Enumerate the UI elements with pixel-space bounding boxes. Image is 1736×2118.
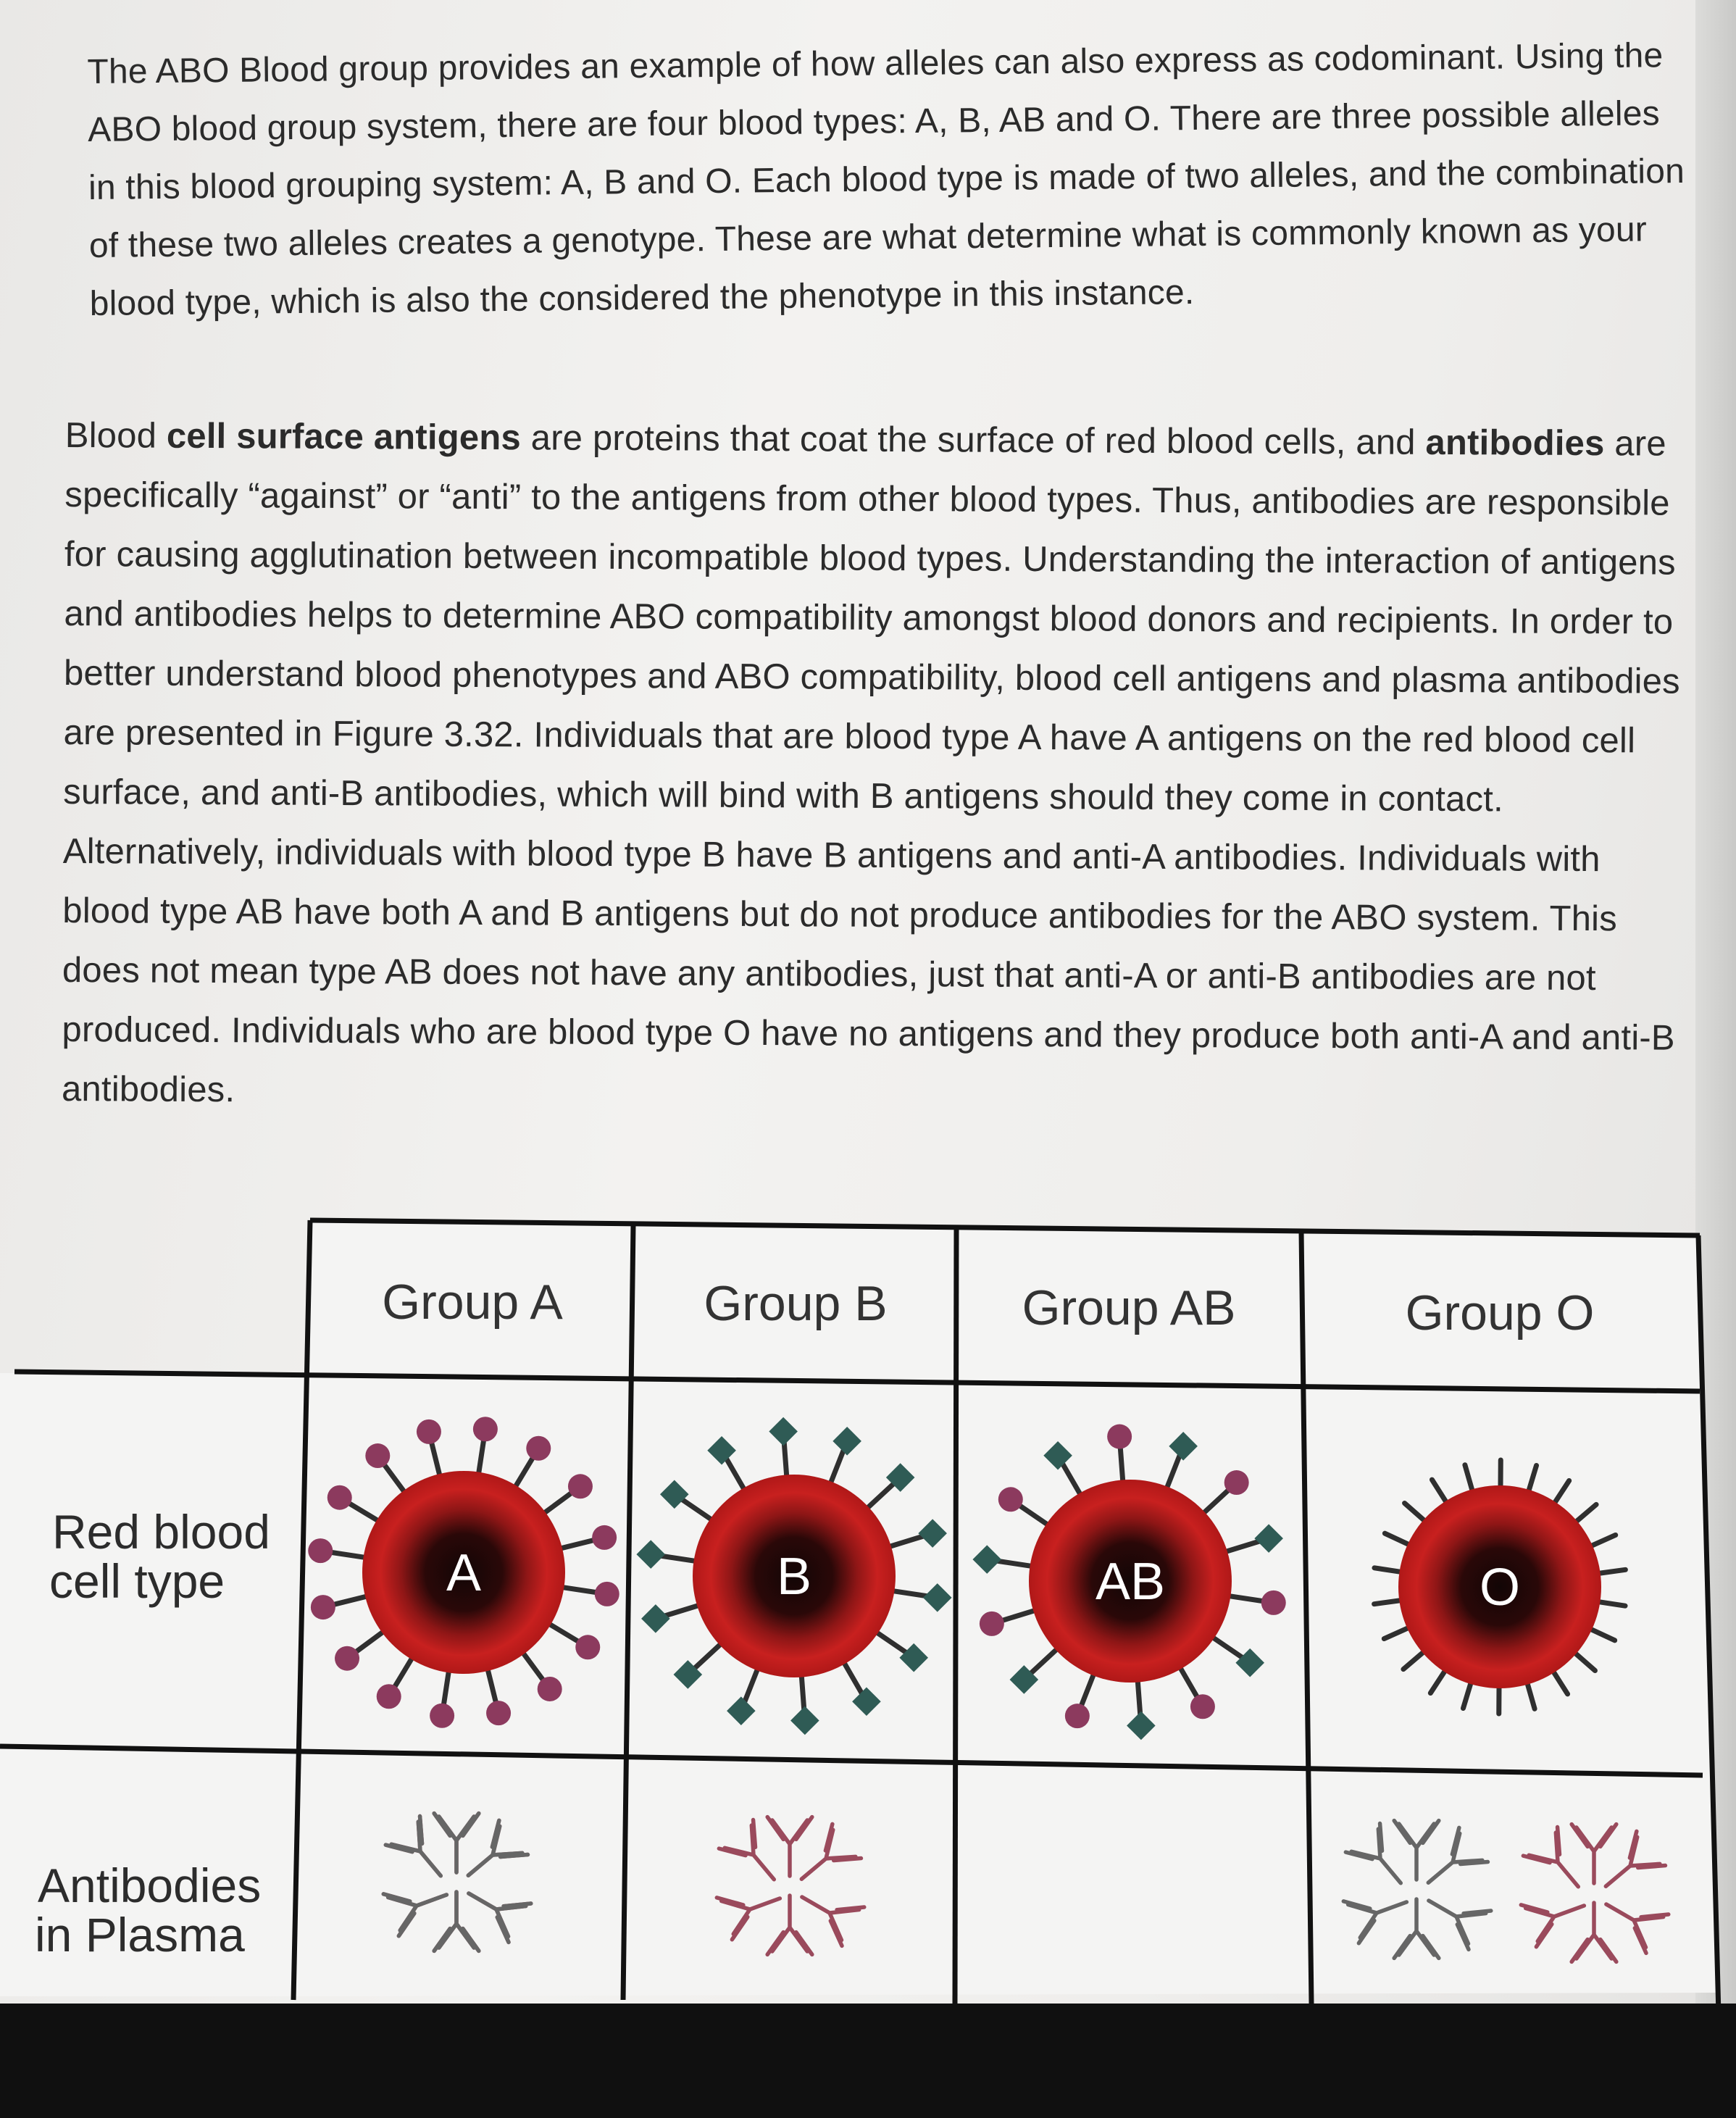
intro-paragraph: The ABO Blood group provides an example of how alleles can also express as codominant. Using the ABO blood group system, there are four blood types: A, B, AB and O. There are three possible alleles in this blood grouping system: A, B and O. Each blood type is made of two alleles, and the combination of these two alleles creates a genotype. These are what determine what is commonly known as your blood type, which is also the considered the phenotype in this instance.	[87, 36, 1685, 323]
antigen-a-head	[1107, 1425, 1132, 1449]
antigen-a-head	[335, 1646, 359, 1671]
cell-label-ab: AB	[1095, 1553, 1166, 1611]
term-antigens: cell surface antigens	[166, 416, 522, 458]
para2-text-3: are specifically “against” or “anti” to the antigens from other blood types. Thus, antibodies are responsible for causing agglutination between incompatible blood types. Understanding the interaction of antigens and antibodies helps to determine ABO compatibility amongst blood donors and recipients. In order to better understand blood phenotypes and ABO compatibility, blood cell antigens and plasma antibodies are presented in Figure 3.32. Individuals that are blood type A have A antigens on the red blood cell surface, and anti-B antibodies, which will bind with B antigens should they come in contact. Alternatively, individuals with blood type B have B antigens and anti-A antibodies. Individuals with blood type AB have both A and B antigens but do not produce antibodies for the ABO system. This does not mean type AB does not have any antibodies, just that anti-A or anti-B antibodies are not produced. Individuals who are blood type O have no antigens and they produce both anti-A and anti-B antibodies.	[61, 424, 1680, 1110]
antigen-a-head	[568, 1474, 593, 1498]
antigen-a-head	[592, 1525, 617, 1550]
row-label-rbc-line2: cell type	[49, 1554, 225, 1608]
cell-label-a: A	[446, 1544, 482, 1602]
antigen-a-head	[1261, 1590, 1286, 1615]
antigen-a-head	[486, 1701, 511, 1725]
antigen-a-head	[595, 1582, 619, 1606]
antigen-a-head	[1190, 1694, 1215, 1719]
para2-text-1: Blood	[64, 415, 167, 456]
antigen-a-head	[538, 1677, 562, 1701]
para2-text-2: are proteins that coat the surface of red blood cells, and	[520, 418, 1426, 462]
header-group-ab: Group AB	[1022, 1280, 1236, 1335]
antigen-a-head	[473, 1417, 498, 1441]
antigen-a-head	[1224, 1470, 1249, 1495]
header-group-a: Group A	[382, 1275, 563, 1330]
antigen-a-head	[327, 1485, 352, 1510]
antigen-a-head	[998, 1487, 1023, 1512]
row-label-rbc-line1: Red blood	[52, 1505, 270, 1559]
antigen-a-head	[526, 1436, 551, 1461]
header-group-o: Group O	[1405, 1285, 1595, 1341]
header-group-b: Group B	[704, 1276, 888, 1331]
antigen-a-head	[365, 1443, 390, 1468]
antigen-a-head	[1065, 1704, 1090, 1728]
antigen-a-head	[308, 1538, 333, 1563]
antigen-a-head	[377, 1684, 401, 1709]
row-label-plasma-line2: in Plasma	[35, 1908, 245, 1961]
antigen-a-head	[417, 1419, 441, 1444]
cell-label-b: B	[776, 1548, 812, 1606]
term-antibodies: antibodies	[1425, 422, 1605, 464]
antigen-a-head	[311, 1595, 335, 1619]
row-label-plasma-line1: Antibodies	[38, 1859, 262, 1912]
antigen-a-head	[575, 1635, 600, 1659]
antigen-a-head	[980, 1612, 1004, 1636]
screen-bottom-edge	[0, 2004, 1736, 2118]
cell-label-o: O	[1479, 1559, 1521, 1617]
antigen-a-head	[430, 1704, 454, 1728]
